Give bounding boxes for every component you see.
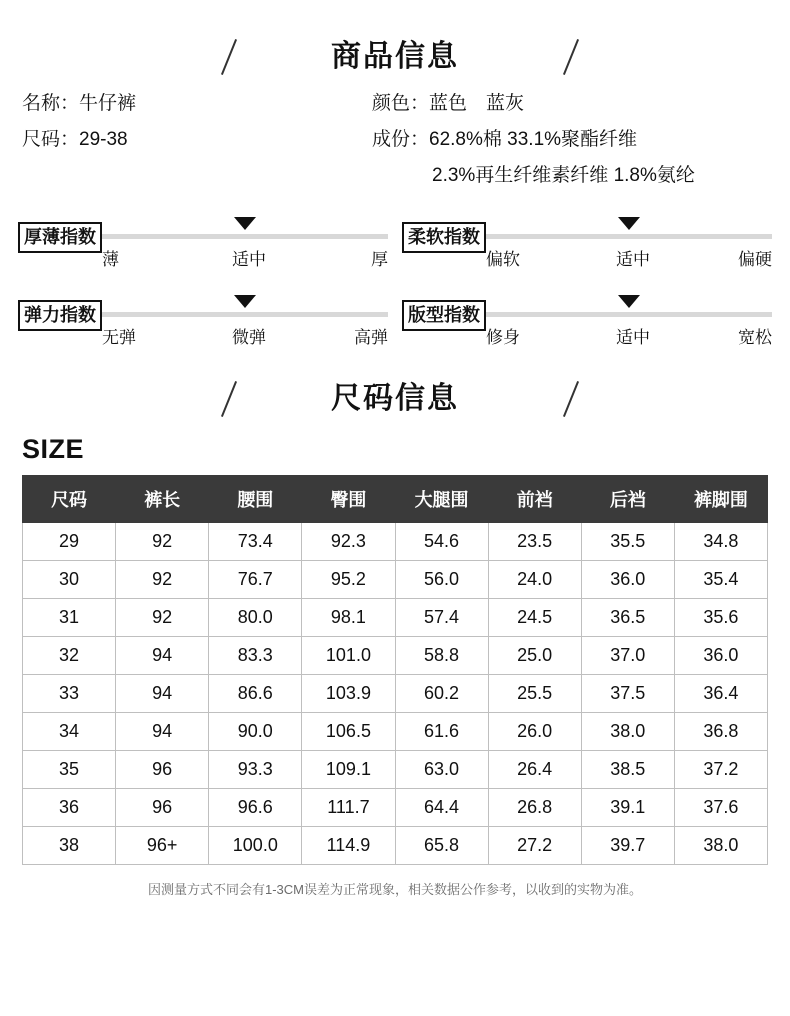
table-row <box>23 599 768 637</box>
cell: 103.9 <box>302 675 395 713</box>
cell: 37.2 <box>674 751 767 789</box>
cell: 92 <box>116 523 209 561</box>
cell: 36.4 <box>674 675 767 713</box>
cell: 54.6 <box>395 523 488 561</box>
product-info-block <box>0 86 790 194</box>
product-size-value: 29-38 <box>79 129 128 151</box>
gauge-thickness-body <box>102 208 388 270</box>
gauge-elasticity-track <box>102 312 388 317</box>
cell: 90.0 <box>209 713 302 751</box>
cell: 38.0 <box>581 713 674 751</box>
cell: 36.8 <box>674 713 767 751</box>
cell: 111.7 <box>302 789 395 827</box>
gauge-elasticity-ticks <box>102 323 388 348</box>
cell: 73.4 <box>209 523 302 561</box>
product-composition-field <box>372 122 768 158</box>
product-info-row-2 <box>22 122 768 158</box>
gauge-fit-tick-3: 宽松 <box>738 328 772 348</box>
product-name-value: 牛仔裤 <box>79 93 137 114</box>
cell: 33 <box>23 675 116 713</box>
cell: 65.8 <box>395 827 488 865</box>
product-color-value: 蓝色 蓝灰 <box>429 93 525 114</box>
cell: 63.0 <box>395 751 488 789</box>
gauge-row-1 <box>18 208 772 270</box>
product-composition-extra: 2.3%再生纤维素纤维 1.8%氨纶 <box>432 165 695 187</box>
cell: 92 <box>116 561 209 599</box>
cell: 38 <box>23 827 116 865</box>
gauge-softness-tick-2: 适中 <box>616 250 650 270</box>
cell: 35.5 <box>581 523 674 561</box>
cell: 64.4 <box>395 789 488 827</box>
size-col-header-6: 后裆 <box>581 476 674 523</box>
gauge-thickness-label: 厚薄指数 <box>18 222 102 253</box>
gauge-softness-body <box>486 208 772 270</box>
cell: 36.0 <box>674 637 767 675</box>
gauge-thickness-track <box>102 234 388 239</box>
cell: 25.5 <box>488 675 581 713</box>
size-col-header-7: 裤脚围 <box>674 476 767 523</box>
gauge-elasticity-tick-2: 微弹 <box>232 328 266 348</box>
cell: 114.9 <box>302 827 395 865</box>
cell: 26.4 <box>488 751 581 789</box>
decorative-slash-right-icon-2 <box>563 381 579 417</box>
gauge-fit-label: 版型指数 <box>402 300 486 331</box>
cell: 94 <box>116 713 209 751</box>
gauge-fit-tick-2: 适中 <box>616 328 650 348</box>
size-table-header-row <box>23 476 768 523</box>
table-row <box>23 637 768 675</box>
cell: 39.7 <box>581 827 674 865</box>
table-row <box>23 751 768 789</box>
cell: 29 <box>23 523 116 561</box>
cell: 57.4 <box>395 599 488 637</box>
gauge-thickness-tick-2: 适中 <box>232 250 266 270</box>
cell: 86.6 <box>209 675 302 713</box>
gauge-softness-tick-3: 偏硬 <box>738 250 772 270</box>
product-composition-value: 62.8%棉 33.1%聚酯纤维 <box>429 129 638 151</box>
product-composition-label: 成份： <box>372 129 430 151</box>
product-name-label: 名称： <box>22 93 80 114</box>
gauge-thickness-tick-1: 薄 <box>102 250 119 270</box>
cell: 25.0 <box>488 637 581 675</box>
cell: 109.1 <box>302 751 395 789</box>
cell: 80.0 <box>209 599 302 637</box>
cell: 27.2 <box>488 827 581 865</box>
cell: 92.3 <box>302 523 395 561</box>
cell: 36 <box>23 789 116 827</box>
cell: 96.6 <box>209 789 302 827</box>
gauge-fit-ticks <box>486 323 772 348</box>
product-info-row-1 <box>22 86 768 122</box>
gauge-elasticity-marker <box>234 295 256 308</box>
cell: 37.5 <box>581 675 674 713</box>
gauge-fit-marker <box>618 295 640 308</box>
cell: 76.7 <box>209 561 302 599</box>
cell: 101.0 <box>302 637 395 675</box>
table-row <box>23 827 768 865</box>
cell: 60.2 <box>395 675 488 713</box>
gauge-softness-track <box>486 234 772 239</box>
gauge-row-2 <box>18 286 772 348</box>
gauge-elasticity-body <box>102 286 388 348</box>
cell: 56.0 <box>395 561 488 599</box>
product-name-field <box>22 86 372 122</box>
cell: 35.6 <box>674 599 767 637</box>
gauge-fit <box>402 286 772 348</box>
cell: 38.0 <box>674 827 767 865</box>
table-row <box>23 523 768 561</box>
gauge-softness-label: 柔软指数 <box>402 222 486 253</box>
gauge-softness-ticks <box>486 245 772 270</box>
cell: 92 <box>116 599 209 637</box>
cell: 34 <box>23 713 116 751</box>
cell: 31 <box>23 599 116 637</box>
gauge-fit-track <box>486 312 772 317</box>
cell: 100.0 <box>209 827 302 865</box>
cell: 93.3 <box>209 751 302 789</box>
cell: 94 <box>116 675 209 713</box>
decorative-slash-right-icon <box>563 39 579 75</box>
size-col-header-1: 裤长 <box>116 476 209 523</box>
size-col-header-3: 臀围 <box>302 476 395 523</box>
product-color-label: 颜色： <box>372 93 430 114</box>
cell: 58.8 <box>395 637 488 675</box>
decorative-slash-left-icon <box>221 39 237 75</box>
cell: 30 <box>23 561 116 599</box>
cell: 96 <box>116 751 209 789</box>
size-info-heading <box>0 370 790 428</box>
cell: 35.4 <box>674 561 767 599</box>
table-row <box>23 713 768 751</box>
gauge-fit-tick-1: 修身 <box>486 328 520 348</box>
gauge-thickness <box>18 208 388 270</box>
table-row <box>23 789 768 827</box>
cell: 98.1 <box>302 599 395 637</box>
cell: 26.0 <box>488 713 581 751</box>
gauge-elasticity-tick-3: 高弹 <box>354 328 388 348</box>
cell: 61.6 <box>395 713 488 751</box>
size-table <box>22 475 768 865</box>
cell: 34.8 <box>674 523 767 561</box>
gauge-softness-tick-1: 偏软 <box>486 250 520 270</box>
gauge-elasticity <box>18 286 388 348</box>
size-col-header-2: 腰围 <box>209 476 302 523</box>
gauge-elasticity-tick-1: 无弹 <box>102 328 136 348</box>
index-gauges <box>0 208 790 348</box>
cell: 95.2 <box>302 561 395 599</box>
product-size-label: 尺码： <box>22 129 80 151</box>
product-info-title: 商品信息 <box>331 40 459 73</box>
size-col-header-0: 尺码 <box>23 476 116 523</box>
gauge-softness <box>402 208 772 270</box>
measurement-note: 因测量方式不同会有1-3CM误差为正常现象，相关数据公作参考，以收到的实物为准。 <box>147 882 642 898</box>
cell: 24.5 <box>488 599 581 637</box>
size-col-header-5: 前裆 <box>488 476 581 523</box>
table-row <box>23 675 768 713</box>
cell: 83.3 <box>209 637 302 675</box>
cell: 38.5 <box>581 751 674 789</box>
decorative-slash-left-icon-2 <box>221 381 237 417</box>
gauge-thickness-ticks <box>102 245 388 270</box>
cell: 24.0 <box>488 561 581 599</box>
cell: 37.6 <box>674 789 767 827</box>
cell: 39.1 <box>581 789 674 827</box>
cell: 26.8 <box>488 789 581 827</box>
product-info-heading <box>0 28 790 86</box>
cell: 32 <box>23 637 116 675</box>
cell: 37.0 <box>581 637 674 675</box>
gauge-elasticity-label: 弹力指数 <box>18 300 102 331</box>
size-col-header-4: 大腿围 <box>395 476 488 523</box>
cell: 96 <box>116 789 209 827</box>
table-row <box>23 561 768 599</box>
cell: 36.5 <box>581 599 674 637</box>
cell: 36.0 <box>581 561 674 599</box>
size-info-title: 尺码信息 <box>331 382 459 416</box>
gauge-softness-marker <box>618 217 640 230</box>
product-color-field <box>372 86 768 122</box>
product-size-field <box>22 122 372 158</box>
gauge-thickness-marker <box>234 217 256 230</box>
cell: 23.5 <box>488 523 581 561</box>
cell: 106.5 <box>302 713 395 751</box>
cell: 35 <box>23 751 116 789</box>
cell: 94 <box>116 637 209 675</box>
size-word: SIZE <box>22 434 85 465</box>
gauge-fit-body <box>486 286 772 348</box>
cell: 96+ <box>116 827 209 865</box>
gauge-thickness-tick-3: 厚 <box>371 250 388 270</box>
